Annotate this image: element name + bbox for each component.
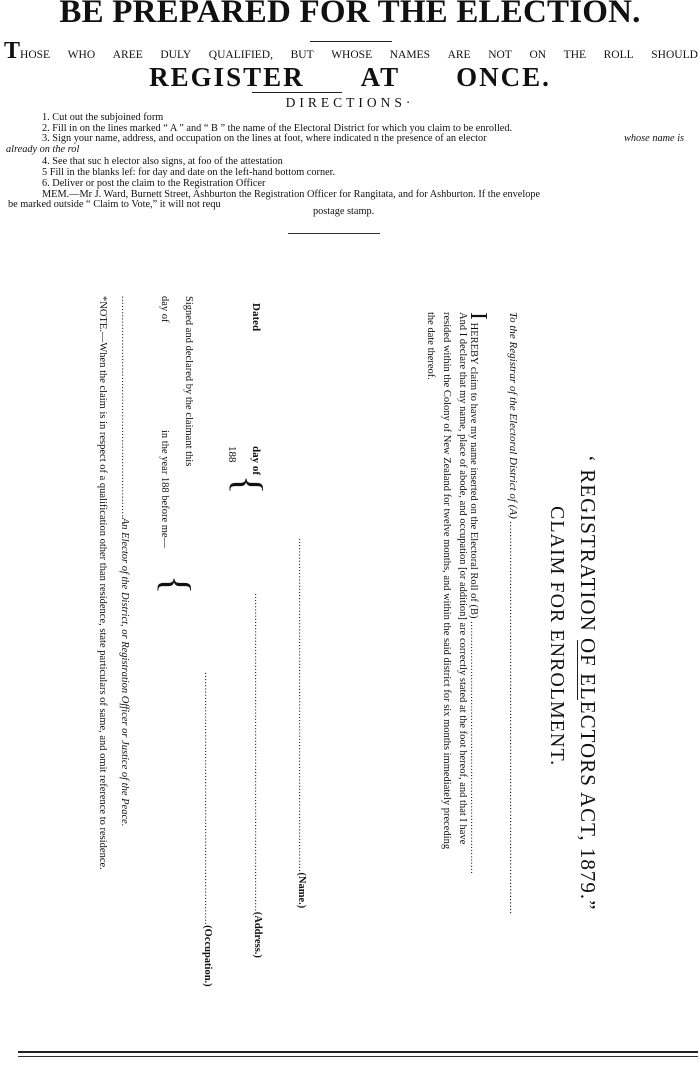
- bottom-rule: [18, 1051, 698, 1053]
- year-188-label: 188: [226, 446, 238, 463]
- subheadline-word: AREE: [112, 49, 143, 61]
- brace: {: [226, 475, 271, 495]
- direction-item: 2. Fill in on the lines marked “ A ” and “ B ” the name of the Electoral District for which you claim to be enrolled.: [42, 123, 513, 134]
- subheadline: [4, 38, 698, 64]
- divider: [288, 233, 380, 234]
- name-line: ...........................................................................................................(Name.): [296, 538, 307, 909]
- signed-line: Signed and declared by the claimant this: [183, 296, 194, 467]
- claim-paragraph-line2: And I declare that my name, place of abode, and occupation [or addition] are correctly stated at the foot hereof, and that I have: [457, 312, 468, 845]
- address-line: ......................................................................................................(Address.): [252, 593, 263, 958]
- to-registrar-line: To the Registrar of the Electoral District of (A) .........................................................................................................................: [507, 312, 519, 915]
- bottom-rule: [18, 1056, 698, 1057]
- elector-attestation-line: .......................................................................An Elector of the District, or Registration Officer or Justice of the Peace.: [119, 296, 130, 827]
- signed-day-of: day of: [159, 296, 170, 323]
- subheadline-word: WHO: [67, 49, 96, 61]
- subheadline-word: QUALIFIED,: [208, 49, 273, 61]
- subheadline-word: SHOULD: [651, 49, 698, 61]
- headline: BE PREPARED FOR THE ELECTION.: [59, 0, 641, 30]
- subheadline-word: THE: [563, 49, 587, 61]
- footnote: *NOTE.—When the claim is in respect of a qualification other than residence, state particulars of same, and omit reference to residence.: [97, 296, 108, 870]
- direction-item-continued: already on the rol: [6, 144, 80, 155]
- dated-label: Dated: [250, 303, 262, 332]
- subheadline-word: BUT: [290, 49, 314, 61]
- subheadline-word: DULY: [160, 49, 192, 61]
- act-title: ‘ REGISTRATION OF ELECTORS ACT, 1879.”: [576, 455, 600, 911]
- direction-item: 4. See that suc h elector also signs, at foo of the attestation: [42, 156, 283, 167]
- brace: {: [154, 575, 199, 595]
- subheadline-word: ROLL: [603, 49, 634, 61]
- subheadline-word: NOT: [488, 49, 512, 61]
- subheadline-word: ARE: [447, 49, 471, 61]
- direction-item: 1. Cut out the subjoined form: [42, 112, 164, 123]
- subheadline-word: NAMES: [389, 49, 430, 61]
- day-of-label: day of: [250, 446, 262, 476]
- claim-paragraph-line4: the date thereof.: [425, 312, 436, 380]
- occupation-line: .................................................................................(Occupation.): [202, 672, 213, 987]
- subheadline-word: ON: [529, 49, 547, 61]
- claim-title: CLAIM FOR ENROLMENT.: [546, 506, 568, 767]
- memo-line: be marked outside “ Claim to Vote,” it will not requ: [8, 199, 221, 210]
- divider: [310, 41, 392, 42]
- subheadline-word: WHOSE: [331, 49, 373, 61]
- signed-year-line: in the year 188 before me—: [159, 430, 170, 549]
- claim-paragraph-line3: resided within the Colony of New Zealand for twelve months, and within the said district for six months immediately preceding: [441, 312, 452, 850]
- memo-line: postage stamp.: [313, 206, 375, 217]
- memo-line: MEM.—Mr J. Ward, Burnett Street, Ashburton the Registration Officer for Rangitata, and for Ashburton. If the envelope: [42, 189, 541, 200]
- divider: [252, 92, 342, 93]
- directions-heading: DIRECTIONS·: [285, 95, 415, 110]
- register-heading: REGISTER AT ONCE.: [149, 62, 551, 92]
- direction-item: 5 Fill in the blanks lef: for day and date on the left-hand bottom corner.: [42, 167, 336, 178]
- direction-item: 6. Deliver or post the claim to the Registration Officer: [42, 178, 266, 189]
- divider: [577, 640, 578, 700]
- direction-item: 3. Sign your name, address, and occupation on the lines at foot, where indicated n the presence of an elector: [42, 133, 487, 144]
- direction-item-continued: whose name is: [624, 133, 685, 144]
- subheadline-drop-letter: THOSE: [4, 38, 51, 64]
- claim-paragraph-line1: I HEREBY claim to have my name inserted on the Electoral Roll of (B) .................................................................................: [465, 312, 491, 875]
